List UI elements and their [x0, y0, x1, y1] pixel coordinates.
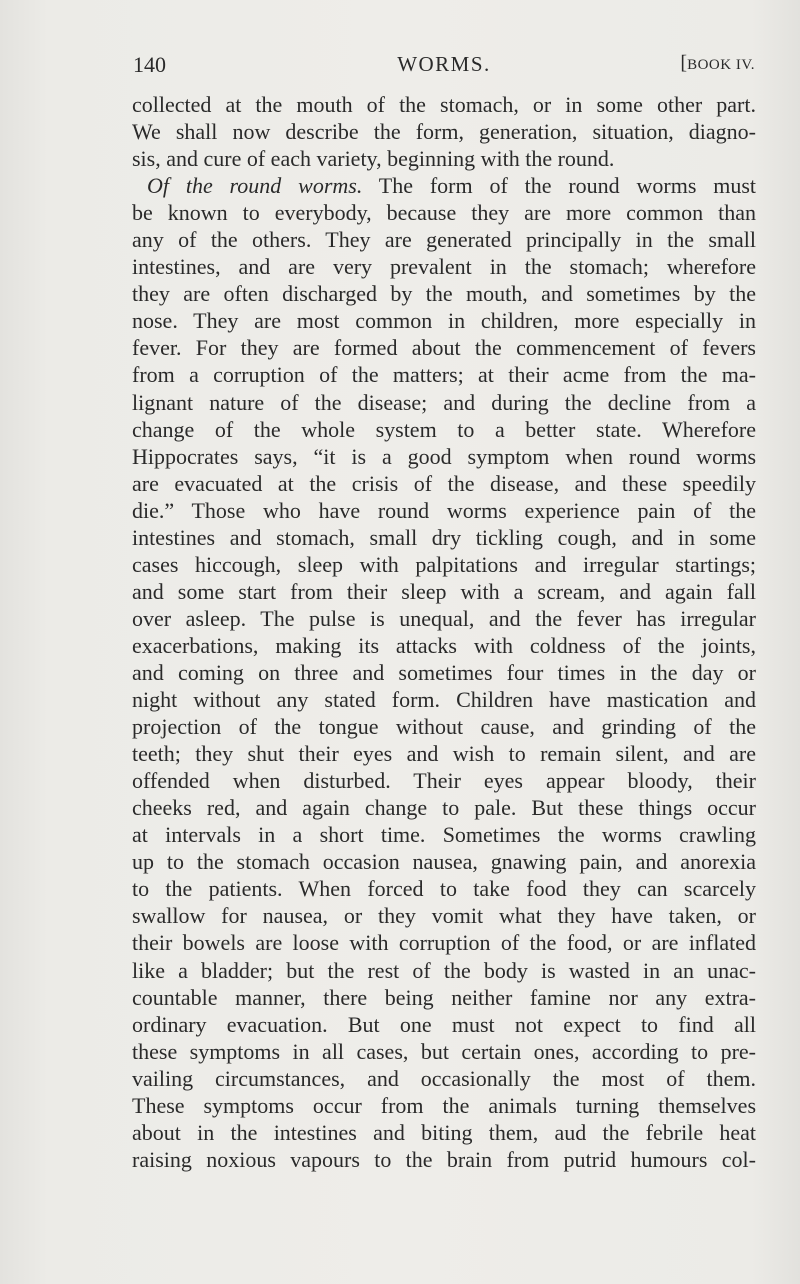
text-line: projection of the tongue without cause, and grinding of the: [132, 714, 756, 740]
text-line: offended when disturbed. Their eyes appear bloody, their: [132, 768, 756, 794]
text-line: and some start from their sleep with a scream, and again fall: [132, 578, 756, 604]
text-line: ordinary evacuation. But one must not expect to find all: [132, 1011, 756, 1037]
text-line: these symptoms in all cases, but certain ones, according to pre-: [132, 1038, 756, 1064]
page-number: 140: [133, 52, 166, 77]
text-line-rest: The form of the round worms must: [378, 173, 757, 199]
body-text: [132, 91, 756, 1173]
text-line: be known to everybody, because they are more common than: [132, 200, 756, 226]
text-line: nose. They are most common in children, more especially in: [132, 308, 756, 334]
text-line: over asleep. The pulse is unequal, and the fever has irregular: [132, 605, 756, 631]
text-line: are evacuated at the crisis of the disease, and these speedily: [132, 470, 756, 496]
text-line: night without any stated form. Children have mastication and: [132, 687, 756, 713]
text-line: at intervals in a short time. Sometimes the worms crawling: [132, 822, 756, 848]
chapter-title: WORMS.: [397, 52, 491, 76]
paragraph-start-line: [132, 172, 756, 199]
text-line: swallow for nausea, or they vomit what they have taken, or: [132, 903, 756, 929]
text-line: from a corruption of the matters; at their acme from the ma-: [132, 362, 756, 388]
text-line: lignant nature of the disease; and during the decline from a: [132, 389, 756, 415]
text-line: intestines and stomach, small dry tickling cough, and in some: [132, 524, 756, 550]
text-line: countable manner, there being neither famine nor any extra-: [132, 984, 756, 1010]
text-line: any of the others. They are generated principally in the small: [132, 227, 756, 253]
text-line: they are often discharged by the mouth, and sometimes by the: [132, 281, 756, 307]
text-line: Hippocrates says, “it is a good symptom when round worms: [132, 443, 756, 469]
running-head: [133, 52, 755, 84]
text-line: change of the whole system to a better state. Wherefore: [132, 416, 756, 442]
text-line: exacerbations, making its attacks with coldness of the joints,: [132, 632, 756, 658]
book-label: [680, 52, 755, 75]
text-line: fever. For they are formed about the commencement of fevers: [132, 335, 756, 361]
text-line: up to the stomach occasion nausea, gnawing pain, and anorexia: [132, 849, 756, 875]
italic-heading: Of the round worms.: [147, 173, 363, 199]
text-line: We shall now describe the form, generation, situation, diagno-: [132, 119, 756, 145]
text-line: to the patients. When forced to take food they can scarcely: [132, 876, 756, 902]
text-line: their bowels are loose with corruption of the food, or are inflated: [132, 930, 756, 956]
book-number: BOOK IV.: [687, 57, 755, 73]
text-line: and coming on three and sometimes four times in the day or: [132, 659, 756, 685]
text-line: These symptoms occur from the animals turning themselves: [132, 1092, 756, 1118]
text-line: die.” Those who have round worms experience pain of the: [132, 497, 756, 523]
text-line: teeth; they shut their eyes and wish to remain silent, and are: [132, 741, 756, 767]
text-line: raising noxious vapours to the brain from putrid humours col-: [132, 1146, 756, 1172]
book-bracket: [: [680, 52, 688, 74]
text-line: intestines, and are very prevalent in the stomach; wherefore: [132, 254, 756, 280]
text-line: cheeks red, and again change to pale. But these things occur: [132, 795, 756, 821]
text-line: about in the intestines and biting them, aud the febrile heat: [132, 1119, 756, 1145]
text-line: sis, and cure of each variety, beginning with the round.: [132, 146, 615, 172]
text-line: collected at the mouth of the stomach, or in some other part.: [132, 92, 756, 117]
text-line: like a bladder; but the rest of the body is wasted in an unac-: [132, 957, 756, 983]
text-line: vailing circumstances, and occasionally the most of them.: [132, 1065, 756, 1091]
text-line: cases hiccough, sleep with palpitations and irregular startings;: [132, 551, 756, 577]
